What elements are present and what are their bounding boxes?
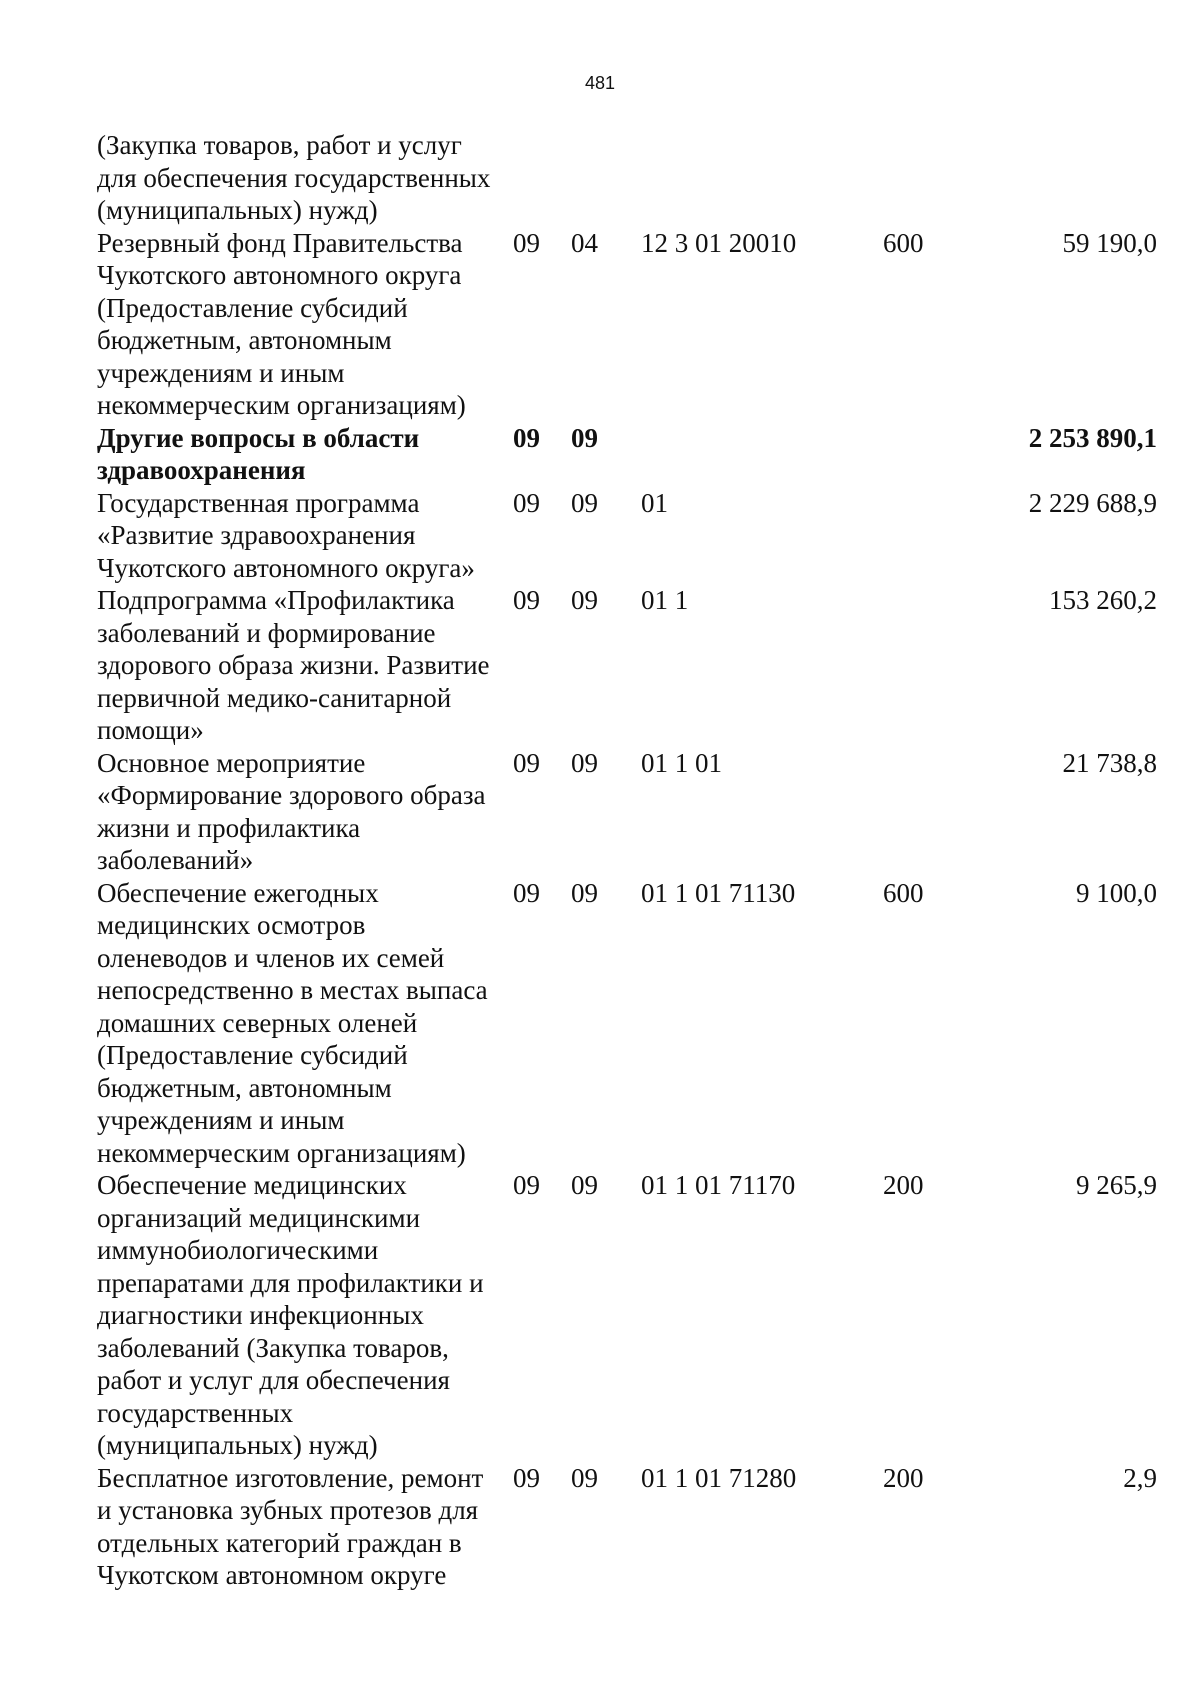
table-row-section-total [97,422,1157,487]
row-amount: 59 190,0 [1062,227,1157,258]
row-name: Подпрограмма «Профилактика заболеваний и формирование здорового образа жизни. Развитие первичной медико-санитарной помощи» [97,585,490,745]
row-section-code: 09 [513,877,540,908]
table-row [97,1462,1157,1592]
row-amount: 2 253 890,1 [1028,422,1157,453]
row-section-code: 09 [513,1462,540,1493]
row-name: (Закупка товаров, работ и услуг для обеспечения государственных (муниципальных) нужд) [97,130,491,225]
row-target-code: 01 1 [641,585,689,615]
row-amount: 21 738,8 [1062,747,1157,778]
row-amount: 2,9 [1123,1462,1157,1493]
row-subsection-code: 09 [571,487,598,518]
row-name: Обеспечение медицинских организаций медицинскими иммунобиологическими препаратами для профилактики и диагностики инфекционных заболеваний (Закупка товаров, работ и услуг для обеспечения государственных (муниципальных) нужд) [97,1170,484,1460]
row-subsection-code: 09 [571,1462,598,1493]
row-expense-type-code: 200 [883,1462,924,1493]
table-row [97,227,1157,422]
page-number: 481 [584,73,616,93]
row-name: Основное мероприятие «Формирование здорового образа жизни и профилактика заболеваний» [97,747,486,875]
row-name: Другие вопросы в области здравоохранения [97,422,420,485]
row-subsection-code: 09 [571,747,598,778]
table-row [97,877,1157,1170]
row-subsection-code: 09 [571,1170,598,1200]
row-section-code: 09 [513,1170,540,1200]
row-expense-type-code: 600 [883,877,924,908]
row-target-code: 01 1 01 71280 [641,1462,797,1493]
table-row [97,1169,1157,1462]
row-section-code: 09 [513,585,540,615]
row-subsection-code: 09 [571,877,598,908]
row-target-code: 01 [641,487,668,518]
row-expense-type-code: 200 [883,1170,924,1200]
row-target-code: 12 3 01 20010 [641,227,797,258]
row-subsection-code: 04 [571,227,598,258]
row-name: Бесплатное изготовление, ремонт и установка зубных протезов для отдельных категорий граждан в Чукотском автономном округе [97,1462,484,1590]
table-row [97,747,1157,877]
row-name: Резервный фонд Правительства Чукотского автономного округа (Предоставление субсидий бюджетным, автономным учреждениям и иным некоммерческим организациям) [97,227,466,420]
row-name: Государственная программа «Развитие здравоохранения Чукотского автономного округа» [97,487,475,583]
row-section-code: 09 [513,227,540,258]
row-amount: 2 229 688,9 [1028,487,1157,518]
row-section-code: 09 [513,487,540,518]
row-target-code: 01 1 01 71170 [641,1170,796,1200]
row-section-code: 09 [513,747,540,778]
row-section-code: 09 [513,422,540,453]
row-amount: 153 260,2 [1049,585,1157,615]
row-subsection-code: 09 [571,585,598,615]
row-target-code: 01 1 01 [641,747,722,778]
table-row [97,584,1157,747]
row-amount: 9 265,9 [1076,1170,1157,1200]
budget-table [97,129,1157,1592]
row-subsection-code: 09 [571,422,598,453]
row-name: Обеспечение ежегодных медицинских осмотров оленеводов и членов их семей непосредственно в местах выпаса домашних северных оленей (Предоставление субсидий бюджетным, автономным учреждениям и иным некоммерческим организациям) [97,877,488,1168]
row-expense-type-code: 600 [883,227,924,258]
table-row [97,487,1157,585]
table-row [97,129,1157,227]
row-target-code: 01 1 01 71130 [641,877,796,908]
row-amount: 9 100,0 [1076,877,1157,908]
